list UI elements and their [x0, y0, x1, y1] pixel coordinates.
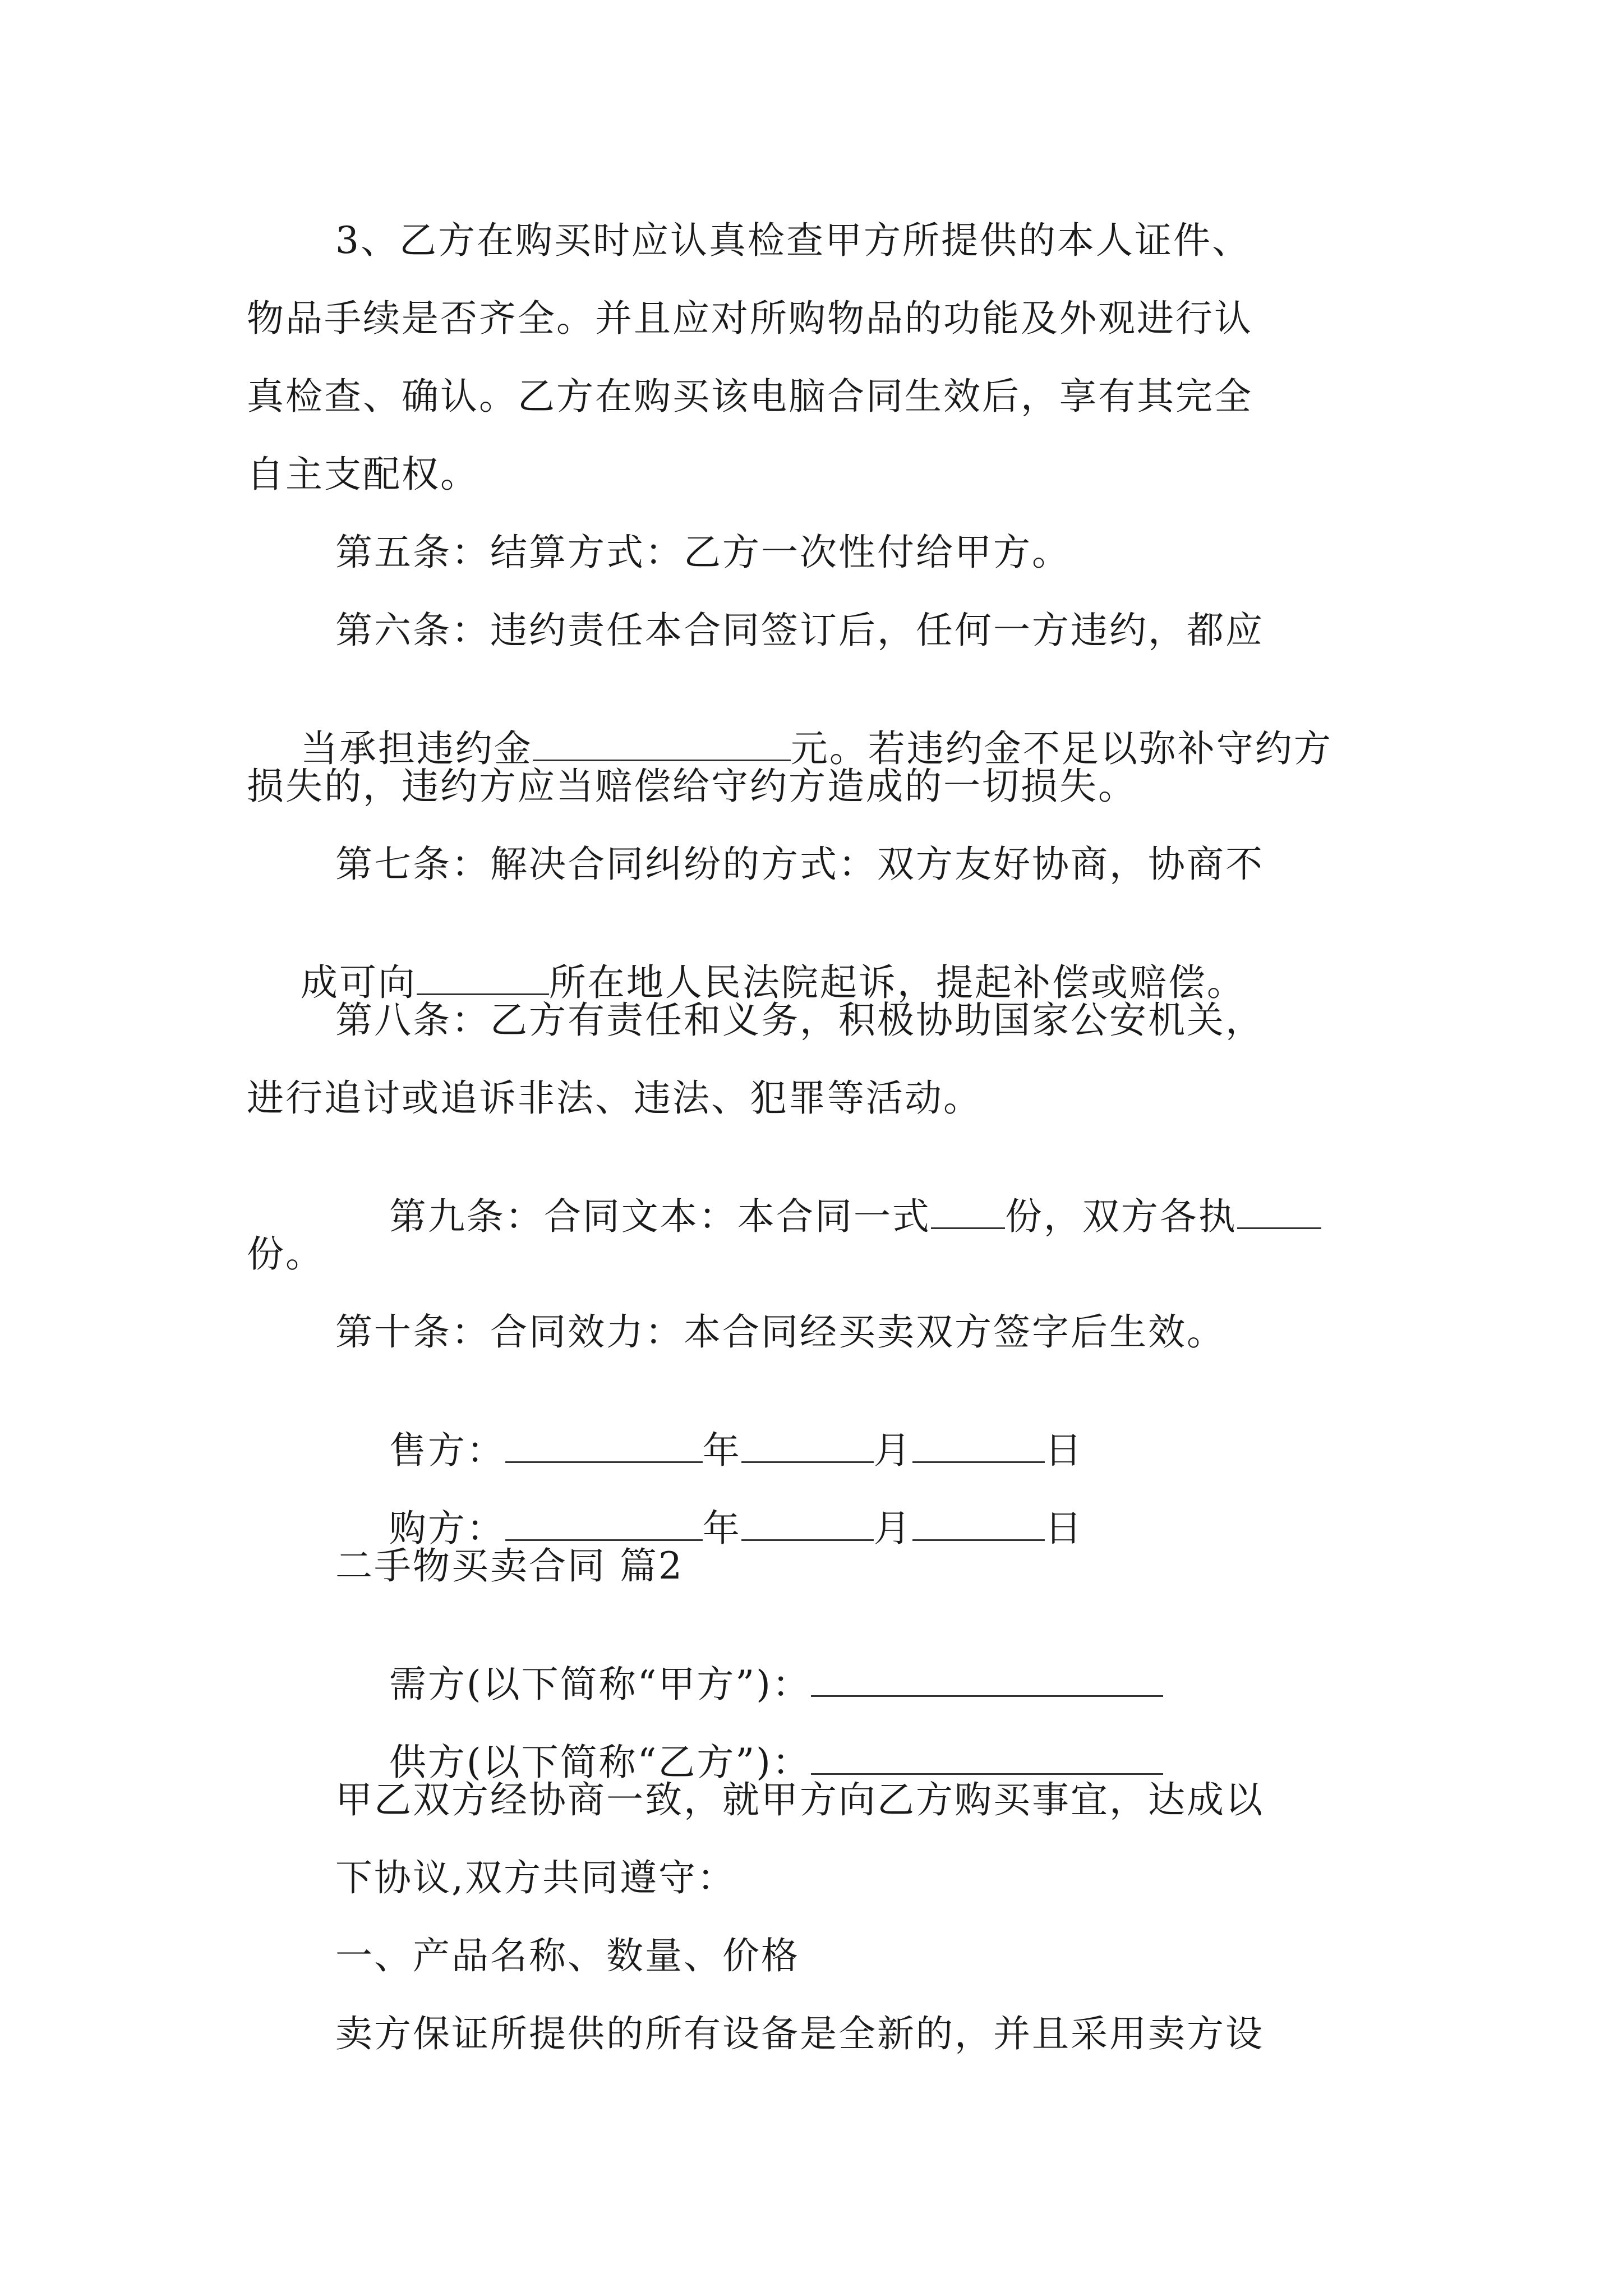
clause-5: 第五条：结算方式：乙方一次性付给甲方。 — [335, 531, 1071, 574]
penalty-suffix: 元。若违约金不足以弥补守约方 — [790, 727, 1332, 770]
day-label: 日 — [1044, 1507, 1083, 1550]
paragraph-line: 甲乙双方经协商一致，就甲方向乙方购买事宜，达成以 — [335, 1778, 1264, 1821]
buyer-label: 购方： — [389, 1507, 505, 1550]
copies-prefix: 第九条：合同文本：本合同一式 — [389, 1195, 931, 1238]
paragraph-line: 份。 — [247, 1232, 324, 1276]
copies-total-blank — [931, 1195, 1005, 1229]
paragraph-line: 3、乙方在购买时应认真检查甲方所提供的本人证件、 — [335, 219, 1251, 262]
month-label: 月 — [873, 1429, 912, 1472]
paragraph-line: 进行追讨或追诉非法、违法、犯罪等活动。 — [247, 1076, 982, 1120]
clause-7: 第七条：解决合同纠纷的方式：双方友好协商，协商不 — [335, 843, 1264, 886]
penalty-prefix: 当承担违约金 — [300, 727, 533, 770]
year-blank — [741, 1507, 874, 1541]
paragraph-line: 损失的，违约方应当赔偿给守约方造成的一切损失。 — [247, 765, 1137, 808]
clause-6: 第六条：违约责任本合同签订后，任何一方违约，都应 — [335, 609, 1264, 652]
month-blank — [912, 1429, 1045, 1463]
clause-9 — [335, 1158, 1321, 1272]
year-blank — [741, 1429, 874, 1463]
court-prefix: 成可向 — [300, 961, 417, 1004]
penalty-amount-blank — [533, 727, 791, 761]
paragraph-line: 真检查、确认。乙方在购买该电脑合同生效后，享有其完全 — [247, 375, 1253, 418]
section-title: 二手物买卖合同 篇2 — [335, 1544, 684, 1588]
subsection-heading: 一、产品名称、数量、价格 — [335, 1934, 800, 1977]
year-label: 年 — [702, 1429, 741, 1472]
party-a-blank — [811, 1663, 1163, 1697]
copies-middle: 份，双方各执 — [1004, 1195, 1237, 1238]
seller-label: 售方： — [389, 1429, 505, 1472]
paragraph-line: 卖方保证所提供的所有设备是全新的，并且采用卖方设 — [335, 2012, 1264, 2055]
court-suffix: 所在地人民法院起诉，提起补偿或赔偿。 — [548, 961, 1246, 1004]
buyer-name-blank — [505, 1507, 703, 1541]
party-b-label: 供方(以下简称“乙方”)： — [389, 1741, 811, 1784]
clause-8: 第八条：乙方有责任和义务，积极协助国家公安机关， — [335, 999, 1264, 1042]
paragraph-line: 下协议,双方共同遵守： — [335, 1856, 736, 1899]
month-blank — [912, 1507, 1045, 1541]
court-location-blank — [417, 961, 549, 995]
clause-10: 第十条：合同效力：本合同经买卖双方签字后生效。 — [335, 1310, 1225, 1354]
year-label: 年 — [702, 1507, 741, 1550]
month-label: 月 — [873, 1507, 912, 1550]
copies-each-blank — [1237, 1195, 1321, 1229]
day-label: 日 — [1044, 1429, 1083, 1472]
seller-name-blank — [505, 1429, 703, 1463]
party-a-label: 需方(以下简称“甲方”)： — [389, 1663, 811, 1706]
party-b-blank — [811, 1741, 1163, 1775]
paragraph-line: 物品手续是否齐全。并且应对所购物品的功能及外观进行认 — [247, 297, 1253, 340]
paragraph-line: 自主支配权。 — [247, 453, 479, 496]
